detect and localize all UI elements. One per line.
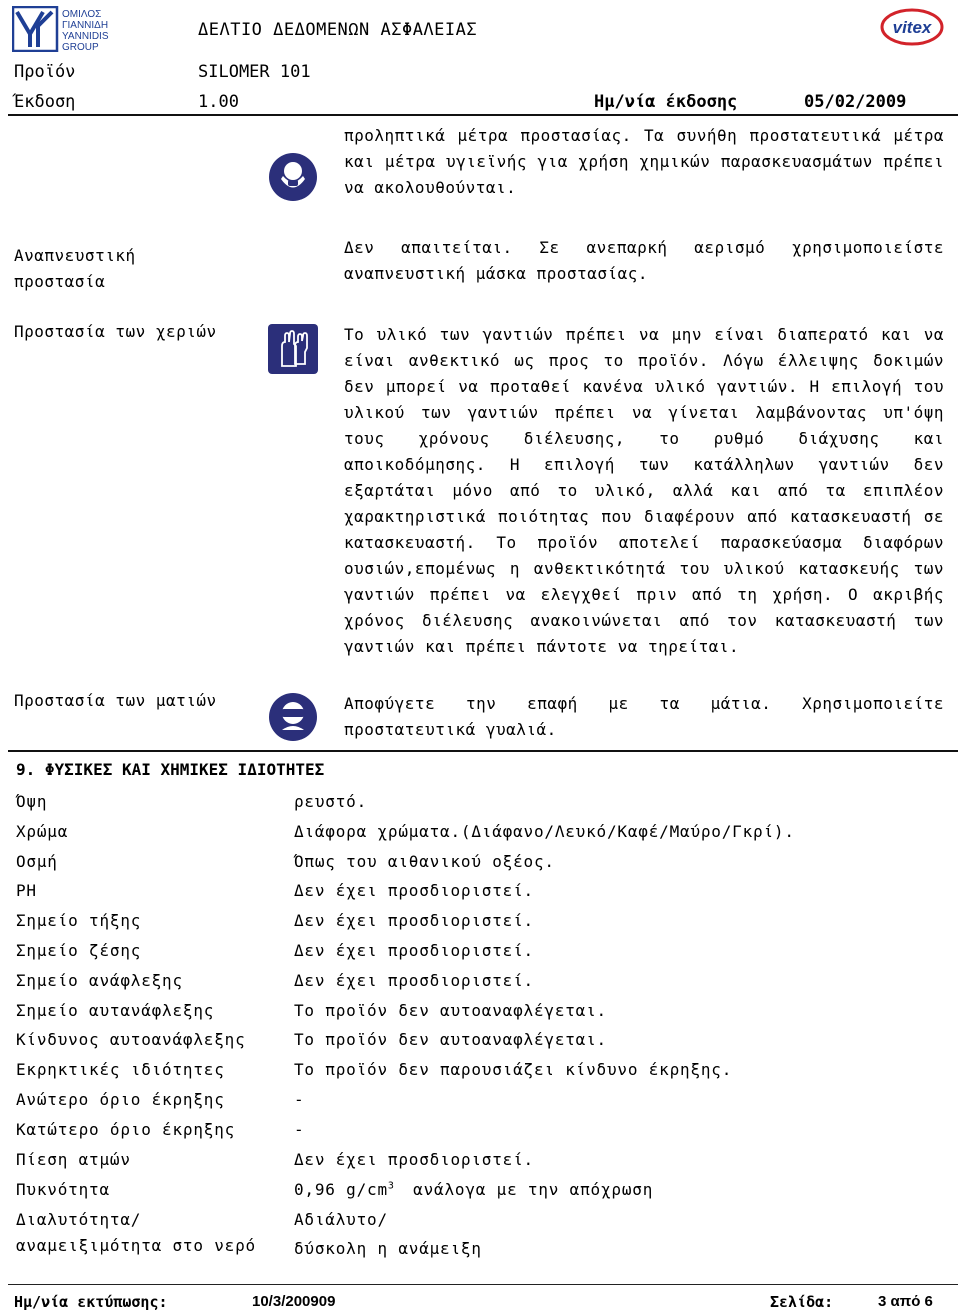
logo-text-2: ΓΙΑΝΝΙΔΗ bbox=[62, 20, 109, 31]
logo-text-4: GROUP bbox=[62, 42, 99, 52]
property-label: Σημείο ζέσης bbox=[16, 941, 142, 960]
logo-text-3: YANNIDIS bbox=[62, 31, 109, 42]
page-value: 3 από 6 bbox=[878, 1293, 933, 1310]
footer-divider bbox=[8, 1284, 958, 1285]
respiratory-label-line2: προστασία bbox=[14, 272, 106, 291]
property-label: Σημείο ανάφλεξης bbox=[16, 971, 183, 990]
intro-protection-text: προληπτικά μέτρα προστασίας. Τα συνήθη προστατευτικά μέτρα και μέτρα υγιεϊνής για χρήση χημικών παρασκευασμάτων πρέπει να ακολουθούνται. bbox=[344, 126, 944, 197]
gloves-icon bbox=[268, 324, 318, 374]
safety-goggles-icon bbox=[268, 692, 318, 742]
property-value: Το προϊόν δεν αυτοαναφλέγεται. bbox=[294, 1001, 607, 1020]
solubility-value-line1: Αδιάλυτο/ bbox=[294, 1210, 388, 1229]
property-value: Όπως του αιθανικού οξέος. bbox=[294, 852, 555, 871]
property-label: Πίεση ατμών bbox=[16, 1150, 131, 1169]
hands-label: Προστασία των χεριών bbox=[14, 322, 217, 341]
solubility-label-line2: αναμειξιμότητα στο νερό bbox=[16, 1236, 256, 1255]
property-value: - bbox=[294, 1090, 305, 1109]
face-mask-icon bbox=[268, 152, 318, 202]
respiratory-text: Δεν απαιτείται. Σε ανεπαρκή αερισμό χρησιμοποιείστε αναπνευστική μάσκα προστασίας. bbox=[344, 238, 944, 283]
page-label: Σελίδα: bbox=[770, 1293, 834, 1311]
document-title: ΔΕΛΤΙΟ ΔΕΔΟΜΕΝΩΝ ΑΣΦΑΛΕΙΑΣ bbox=[198, 20, 478, 40]
property-label: Ανώτερο όριο έκρηξης bbox=[16, 1090, 225, 1109]
product-label: Προϊόν bbox=[14, 62, 76, 82]
property-label: PH bbox=[16, 881, 37, 900]
solubility-label-line1: Διαλυτότητα/ bbox=[16, 1210, 142, 1229]
vitex-logo bbox=[880, 8, 944, 46]
property-value: Δεν έχει προσδιοριστεί. bbox=[294, 941, 534, 960]
property-label: Κατώτερο όριο έκρηξης bbox=[16, 1120, 236, 1139]
property-value: Δεν έχει προσδιοριστεί. bbox=[294, 911, 534, 930]
property-label: Εκρηκτικές ιδιότητες bbox=[16, 1060, 225, 1079]
product-value: SILOMER 101 bbox=[198, 62, 311, 82]
print-date-label: Ημ/νία εκτύπωσης: bbox=[14, 1293, 168, 1311]
property-value: ρευστό. bbox=[294, 792, 368, 811]
property-value: - bbox=[294, 1120, 305, 1139]
property-value: Διάφορα χρώματα.(Διάφανο/Λευκό/Καφέ/Μαύρο/Γκρί). bbox=[294, 822, 795, 841]
print-date-value: 10/3/200909 bbox=[252, 1293, 336, 1310]
density-note: ανάλογα με την απόχρωση bbox=[413, 1180, 654, 1199]
eyes-label: Προστασία των ματιών bbox=[14, 691, 217, 710]
hands-text: Το υλικό των γαντιών πρέπει να μην είναι διαπερατό και να είναι ανθεκτικό ως προς το προϊόν. Λόγω έλλειψης δοκιμών δεν μπορεί να προταθεί κανένα υλικό γαντιών. Η επιλογή του υλικού των γαντιών πρέπει να γίνεται λαμβάνοντας υπ'όψη τους χρόνους διέλευσης, το ρυθμό διάχυσης και αποικοδόμησης. Η επιλογή των κατάλληλων γαντιών δεν εξαρτάται μόνο από το υλικό, αλλά και από τα επιπλέον χαρακτηριστικά ποιότητας που διαφέρουν από κατασκευαστή σε κατασκευαστή. Το προϊόν αποτελεί παρασκεύασμα διαφόρων ουσιών,επομένως η ανθεκτικότητά του υλικού κατασκευής των γαντιών πρέπει να ελεγχθεί πριν από τη χρήση. Ο ακριβής χρόνος διέλευσης ανακοινώνεται από τον κατασκευαστή των γαντιών και πρέπει πάντοτε να τηρείται. bbox=[344, 325, 944, 656]
density-superscript: 3 bbox=[387, 1180, 395, 1192]
property-value: Το προϊόν δεν παρουσιάζει κίνδυνο έκρηξης. bbox=[294, 1060, 733, 1079]
property-value: Δεν έχει προσδιοριστεί. bbox=[294, 881, 534, 900]
density-label: Πυκνότητα bbox=[16, 1180, 110, 1199]
property-value: Το προϊόν δεν αυτοαναφλέγεται. bbox=[294, 1030, 607, 1049]
edition-label: Έκδοση bbox=[14, 92, 76, 112]
edition-value: 1.00 bbox=[198, 92, 239, 112]
respiratory-label-line1: Αναπνευστική bbox=[14, 246, 136, 265]
property-label: Σημείο αυτανάφλεξης bbox=[16, 1001, 215, 1020]
property-label: Σημείο τήξης bbox=[16, 911, 142, 930]
solubility-value-line2: δύσκολη η ανάμειξη bbox=[294, 1239, 482, 1258]
property-label: Οσμή bbox=[16, 852, 58, 871]
eyes-text: Αποφύγετε την επαφή με τα μάτια. Χρησιμοποιείτε προστατευτικά γυαλιά. bbox=[344, 694, 944, 739]
logo-text-1: ΟΜΙΛΟΣ bbox=[62, 9, 102, 20]
vitex-text: vitex bbox=[892, 18, 932, 37]
density-value bbox=[294, 1180, 653, 1199]
property-label: Όψη bbox=[16, 792, 48, 811]
yannidis-group-logo bbox=[12, 6, 116, 52]
section-divider bbox=[8, 750, 958, 752]
issue-date-value: 05/02/2009 bbox=[804, 92, 907, 112]
property-value: Δεν έχει προσδιοριστεί. bbox=[294, 971, 534, 990]
issue-date-label: Ημ/νία έκδοσης bbox=[594, 92, 738, 112]
section-9-title: 9. ΦΥΣΙΚΕΣ ΚΑΙ ΧΗΜΙΚΕΣ ΙΔΙΟΤΗΤΕΣ bbox=[16, 760, 325, 779]
density-number: 0,96 g/cm bbox=[294, 1180, 388, 1199]
header-divider bbox=[8, 114, 958, 116]
property-label: Χρώμα bbox=[16, 822, 69, 841]
property-value: Δεν έχει προσδιοριστεί. bbox=[294, 1150, 534, 1169]
property-label: Κίνδυνος αυτοανάφλεξης bbox=[16, 1030, 246, 1049]
